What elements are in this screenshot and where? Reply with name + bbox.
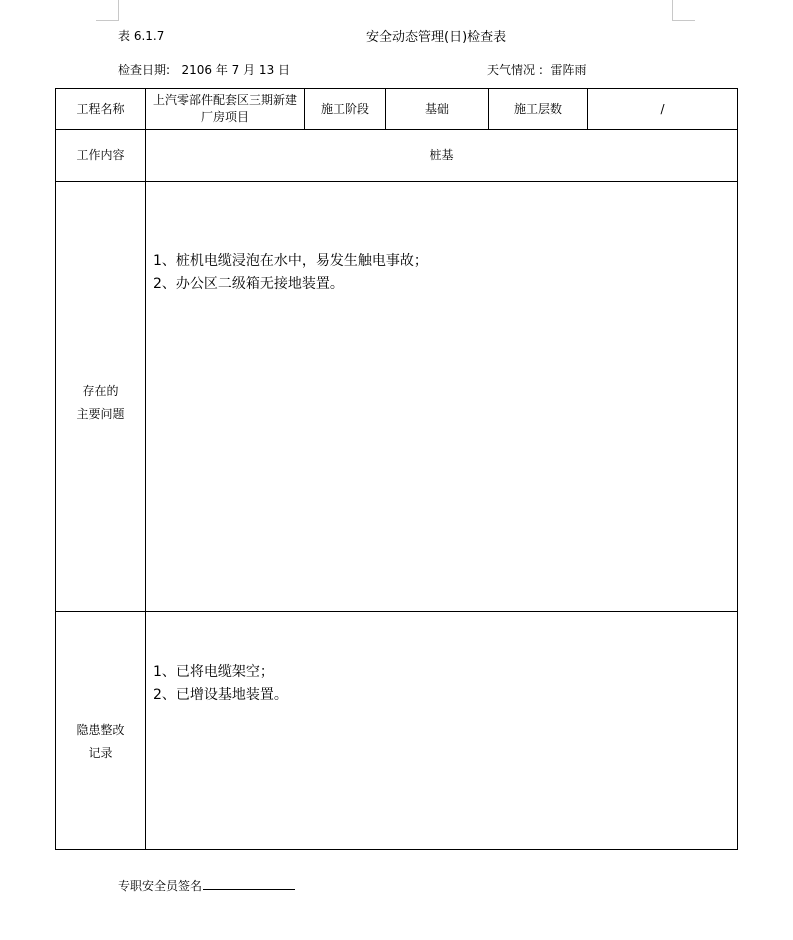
- issues-label: [56, 182, 146, 612]
- stage-label: 施工阶段: [305, 89, 386, 130]
- issue-item: 1、桩机电缆浸泡在水中，易发生触电事故；: [153, 253, 428, 269]
- issue-item: 2、办公区二级箱无接地装置。: [153, 276, 344, 292]
- rectification-item: 2、已增设基地装置。: [153, 687, 288, 703]
- inspection-date: [118, 61, 290, 78]
- crop-mark-left: [96, 0, 119, 21]
- signature-line[interactable]: [203, 877, 295, 890]
- project-name-label: 工程名称: [56, 89, 146, 130]
- date-label: 检查日期:: [118, 63, 171, 77]
- table-row: [56, 130, 738, 182]
- crop-mark-right: [672, 0, 695, 21]
- rectification-content: [146, 612, 738, 850]
- rectification-label-line1: 隐患整改: [76, 722, 125, 737]
- page-title: 安全动态管理(日)检查表: [366, 30, 507, 45]
- table-row: [56, 182, 738, 612]
- floors-value: /: [588, 89, 738, 130]
- weather: [487, 61, 587, 78]
- date-value: 2106 年 7 月 13 日: [181, 63, 291, 77]
- project-name-value: 上汽零部件配套区三期新建厂房项目: [146, 89, 305, 130]
- issues-label-line1: 存在的: [82, 383, 119, 398]
- table-number: 表 6.1.7: [118, 29, 165, 43]
- work-content-label: 工作内容: [56, 130, 146, 182]
- rectification-label: [56, 612, 146, 850]
- issues-content: [146, 182, 738, 612]
- issues-label-line2: 主要问题: [76, 406, 125, 421]
- rectification-item: 1、已将电缆架空；: [153, 664, 274, 680]
- signature-label: 专职安全员签名: [118, 879, 203, 893]
- signature-field: [118, 877, 295, 894]
- table-row: [56, 612, 738, 850]
- weather-value: 雷阵雨: [550, 63, 587, 77]
- rectification-label-line2: 记录: [88, 745, 113, 760]
- work-content-value: 桩基: [146, 130, 738, 182]
- inspection-table: [55, 88, 738, 850]
- stage-value: 基础: [386, 89, 489, 130]
- floors-label: 施工层数: [489, 89, 588, 130]
- weather-label: 天气情况 :: [487, 63, 543, 77]
- table-row: [56, 89, 738, 130]
